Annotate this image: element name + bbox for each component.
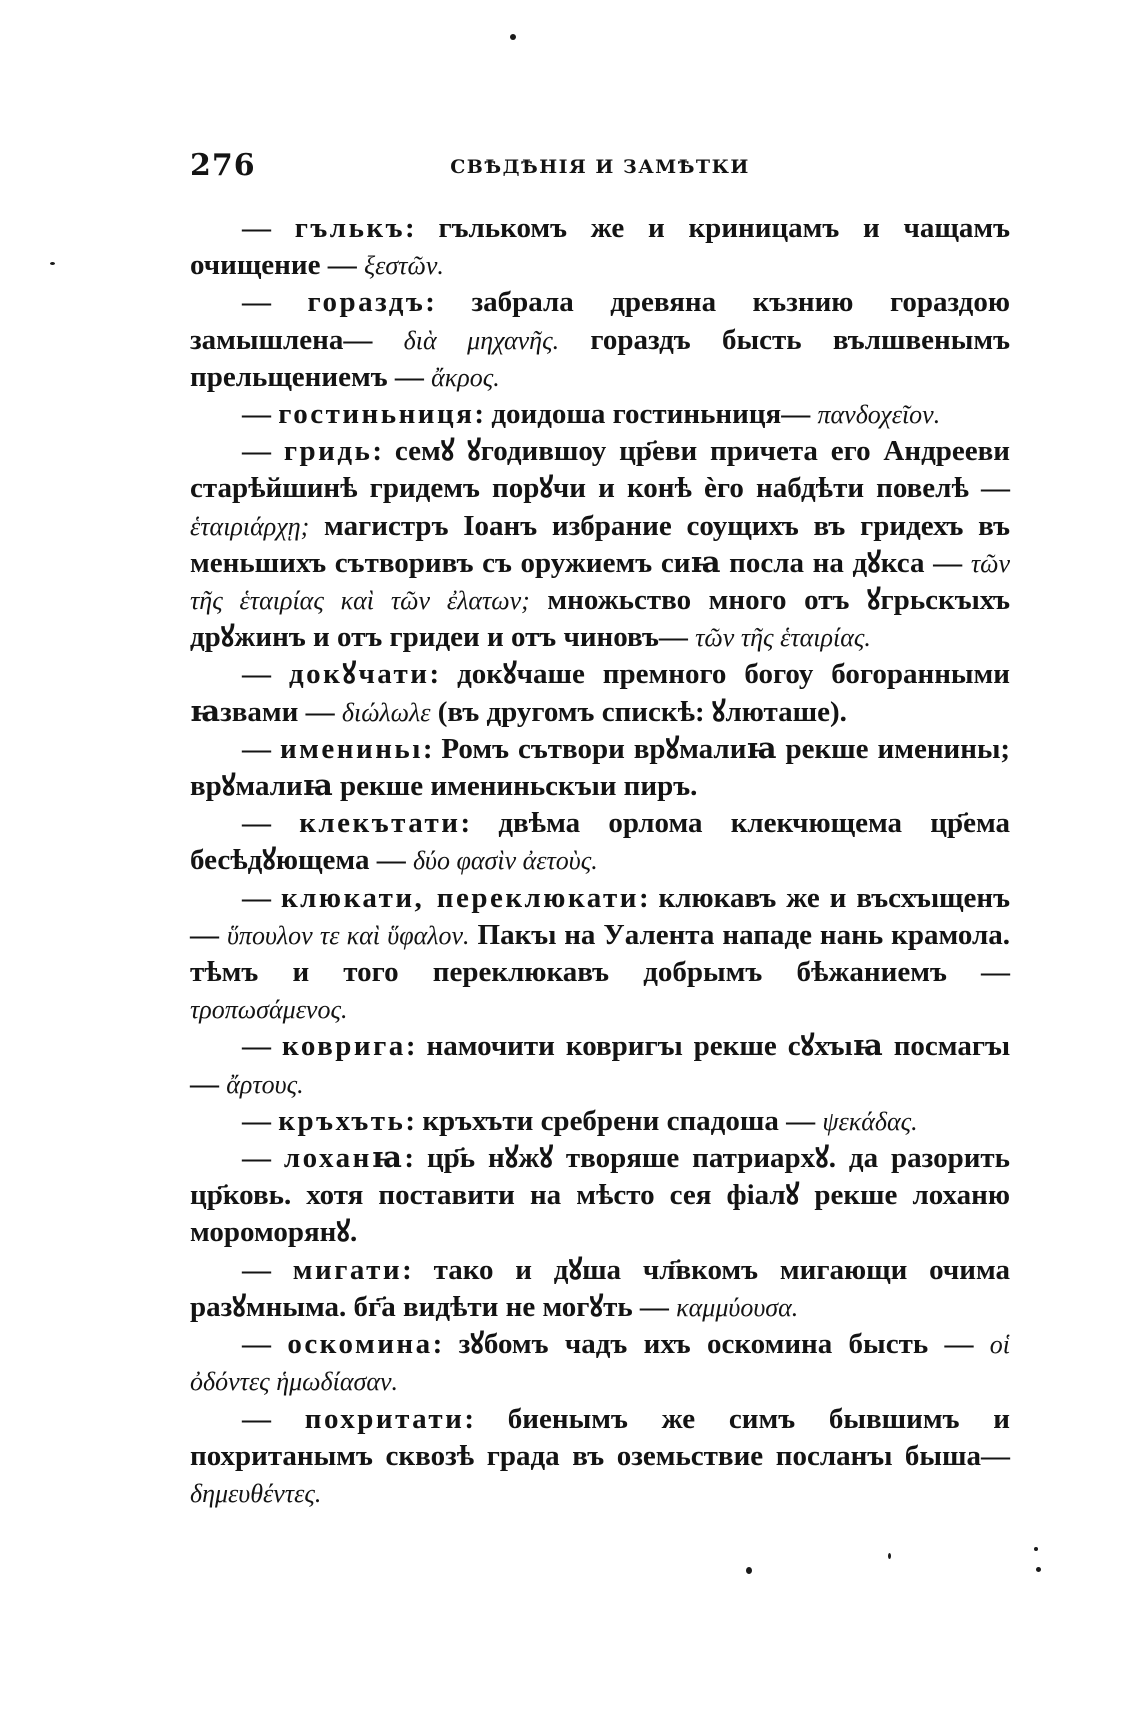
citation-text: забрала древяна къзнию гораздою замышлена—: [190, 286, 1010, 356]
dictionary-entry: — лоханꙗ: цр҃ь нꙋжꙋ творяше патриархꙋ. да разорить цр҃ковь. хотя поставити на мѣсто сея фіалꙋ рекше лоханю мороморянꙋ.: [190, 1142, 1010, 1249]
citation-text: докꙋчаше премного богоу богоранными ꙗзвами —: [190, 658, 1011, 728]
entry-headword: похритати: [304, 1402, 465, 1435]
entry-headword: коврига: [282, 1030, 406, 1063]
dictionary-entry: — оскомина: зꙋбомъ чадъ ихъ оскомина бысть — οἱ ὀδόντες ἡμωδίασαν.: [190, 1328, 1011, 1397]
dictionary-entry: — похритати: биенымъ же симъ бывшимъ и похританымъ сквозѣ града въ оземьствие посланъı быша— δημευθέντες.: [190, 1402, 1010, 1508]
dictionary-entry: — клюкати, переклюкати: клюкавъ же и въсхъıщенъ— ὕπουλον τε καὶ ὕφαλον. Пакъı на Уалента нападе нань крамола. тѣмъ и того переклюкавъ добрымъ бѣжаниемъ — τροπωσάμενος.: [190, 881, 1011, 1025]
greek-equivalent: ψεκάδας.: [822, 1106, 918, 1136]
entry-headword: клюкати, переклюкати: [280, 881, 639, 914]
citation-text: цр҃ь нꙋжꙋ творяше патриархꙋ. да разорить цр҃ковь. хотя поставити на мѣсто сея фіалꙋ рекше лоханю мороморянꙋ.: [190, 1142, 1010, 1249]
greek-equivalent: ἄρτους.: [226, 1069, 304, 1099]
citation-text: тако и дꙋша чл҃вкомъ мигающи очима разꙋмныма. бг҃а видѣти не могꙋть —: [190, 1253, 1010, 1323]
dictionary-entry: — гълькъ: гълькомъ же и криницамъ и чащамъ очищение — ξεστῶν.: [190, 212, 1010, 282]
dictionary-entry: — клекътати: двѣма орлома клекчющема цр҃ема бесѣдꙋющема — δύο φασὶν ἀετοὺς.: [190, 807, 1011, 877]
greek-equivalent: καμμύουσα.: [676, 1292, 799, 1322]
citation-text: кръхъти сребрени спадоша —: [422, 1104, 816, 1137]
page-number: 276: [190, 148, 256, 183]
entry-headword: мигати: [292, 1253, 403, 1286]
greek-equivalent: τῶν τῆς ἑταιρίας.: [695, 623, 871, 653]
greek-equivalent: οἱ ὀδόντες ἡμωδίασαν.: [190, 1330, 1011, 1397]
dictionary-entries: [190, 210, 1010, 1512]
citation-text: биенымъ же симъ бывшимъ и похританымъ сквозѣ града въ оземьствие посланъı быша—: [190, 1402, 1010, 1472]
greek-equivalent: ἑταιριάρχῃ;: [190, 511, 310, 541]
greek-equivalent: ἄκρος.: [431, 362, 500, 392]
citation-text: зꙋбомъ чадъ ихъ оскомина бысть —: [458, 1328, 974, 1361]
dictionary-entry: — имениньı: Ромъ сътвори врꙋмалиꙗ рекше имениньı; врꙋмалиꙗ рекше имениньскъıи пиръ.: [190, 732, 1010, 803]
scan-speck: [510, 34, 516, 40]
greek-equivalent: τροπωσάμενος.: [190, 995, 348, 1025]
entry-headword: гридь: [283, 435, 373, 468]
greek-equivalent: τῶν τῆς ἑταιρίας καὶ τῶν ἐλατων;: [190, 548, 1011, 616]
entry-headword: гораздъ: [307, 286, 426, 319]
citation-text: множьство много отъ ꙋгрьскъıхъ дрꙋжинъ и отъ гридеи и отъ чиновъ—: [190, 584, 1010, 654]
citation-text: магистръ Іоанъ избрание соущихъ въ гридехъ въ меньшихъ сътворивъ съ оружиемъ сиꙗ посла на дꙋкса —: [190, 509, 1010, 579]
greek-equivalent: πανδοχεῖον.: [817, 400, 941, 430]
entry-headword: кръхъть: [278, 1104, 406, 1137]
scan-speck: [50, 262, 55, 265]
dictionary-entry: — гораздъ: забрала древяна къзнию гораздою замышлена— διὰ μηχανῆς. гораздъ бысть вълшвенымъ прельщениемъ — ἄκρος.: [190, 286, 1010, 393]
greek-equivalent: διὰ μηχανῆς.: [403, 325, 560, 355]
dictionary-entry: — докꙋчати: докꙋчаше премного богоу богоранными ꙗзвами — διώλωλε (въ другомъ спискѣ: ꙋлюташе).: [190, 658, 1011, 728]
entry-headword: оскомина: [287, 1328, 433, 1361]
greek-equivalent: ξεστῶν.: [363, 251, 444, 281]
citation-text: намочити ковригъı рекше сꙋхъıꙗ посмагъı —: [190, 1030, 1010, 1100]
citation-text: Пакъı на Уалента нападе нань крамола. тѣмъ и того переклюкавъ добрымъ бѣжаниемъ —: [190, 918, 1011, 989]
entry-headword: лоханꙗ: [283, 1142, 405, 1175]
greek-equivalent: διώλωλε: [341, 697, 431, 727]
greek-equivalent: δημευθέντες.: [190, 1478, 322, 1508]
dictionary-entry: — гридь: семꙋ ꙋгодившоу цр҃еви причета его Андрееви старѣйшинѣ гридемъ порꙋчи и конѣ ѐго набдѣти повелѣ — ἑταιριάρχῃ; магистръ Іоанъ избрание соущихъ въ гридехъ въ меньшихъ сътворивъ съ оружиемъ сиꙗ посла на дꙋкса — τῶν τῆς ἑταιρίας καὶ τῶν ἐλατων; множьство много отъ ꙋгрьскъıхъ дрꙋжинъ и отъ гридеи и отъ чиновъ— τῶν τῆς ἑταιρίας.: [190, 435, 1011, 654]
citation-text: доидоша гостиньниця—: [491, 398, 811, 431]
dictionary-entry: — кръхъть: кръхъти сребрени спадоша — ψεκάδας.: [242, 1104, 918, 1137]
citation-text: клюкавъ же и въсхъıщенъ—: [190, 881, 1010, 951]
dictionary-entry: — коврига: намочити ковригъı рекше сꙋхъıꙗ посмагъı — ἄρτους.: [190, 1030, 1010, 1100]
scan-speck: [888, 1553, 891, 1559]
scan-speck: [1036, 1567, 1041, 1572]
entry-headword: имениньı: [279, 732, 423, 765]
greek-equivalent: ὕπουλον τε καὶ ὕφαλον.: [226, 920, 470, 950]
citation-text: гълькомъ же и криницамъ и чащамъ очищение —: [190, 212, 1010, 282]
greek-equivalent: δύο φασὶν ἀετοὺς.: [412, 846, 598, 876]
running-title: СВѢДѢНІЯ И ЗАМѢТКИ: [450, 156, 750, 178]
scan-speck: [746, 1567, 752, 1574]
page-header: [190, 148, 1010, 188]
citation-text: (въ другомъ спискѣ: ꙋлюташе).: [437, 695, 847, 728]
scan-speck: [1034, 1547, 1038, 1551]
dictionary-entry: — мигати: тако и дꙋша чл҃вкомъ мигающи очима разꙋмныма. бг҃а видѣти не могꙋть — καμμύουσα.: [190, 1253, 1010, 1323]
entry-headword: гълькъ: [294, 212, 406, 244]
citation-text: гораздъ бысть вълшвенымъ прельщениемъ —: [190, 323, 1010, 393]
citation-text: семꙋ ꙋгодившоу цр҃еви причета его Андрееви старѣйшинѣ гридемъ порꙋчи и конѣ ѐго набдѣти повелѣ —: [190, 435, 1010, 505]
entry-headword: гостиньниця: [278, 398, 475, 431]
dictionary-entry: — гостиньниця: доидоша гостиньниця— πανδοχεῖον.: [242, 398, 941, 431]
citation-text: двѣма орлома клекчющема цр҃ема бесѣдꙋющема —: [190, 807, 1011, 877]
entry-headword: докꙋчати: [288, 658, 430, 691]
entry-headword: клекътати: [299, 807, 461, 840]
citation-text: Ромъ сътвори врꙋмалиꙗ рекше имениньı; врꙋмалиꙗ рекше имениньскъıи пиръ.: [190, 732, 1010, 803]
